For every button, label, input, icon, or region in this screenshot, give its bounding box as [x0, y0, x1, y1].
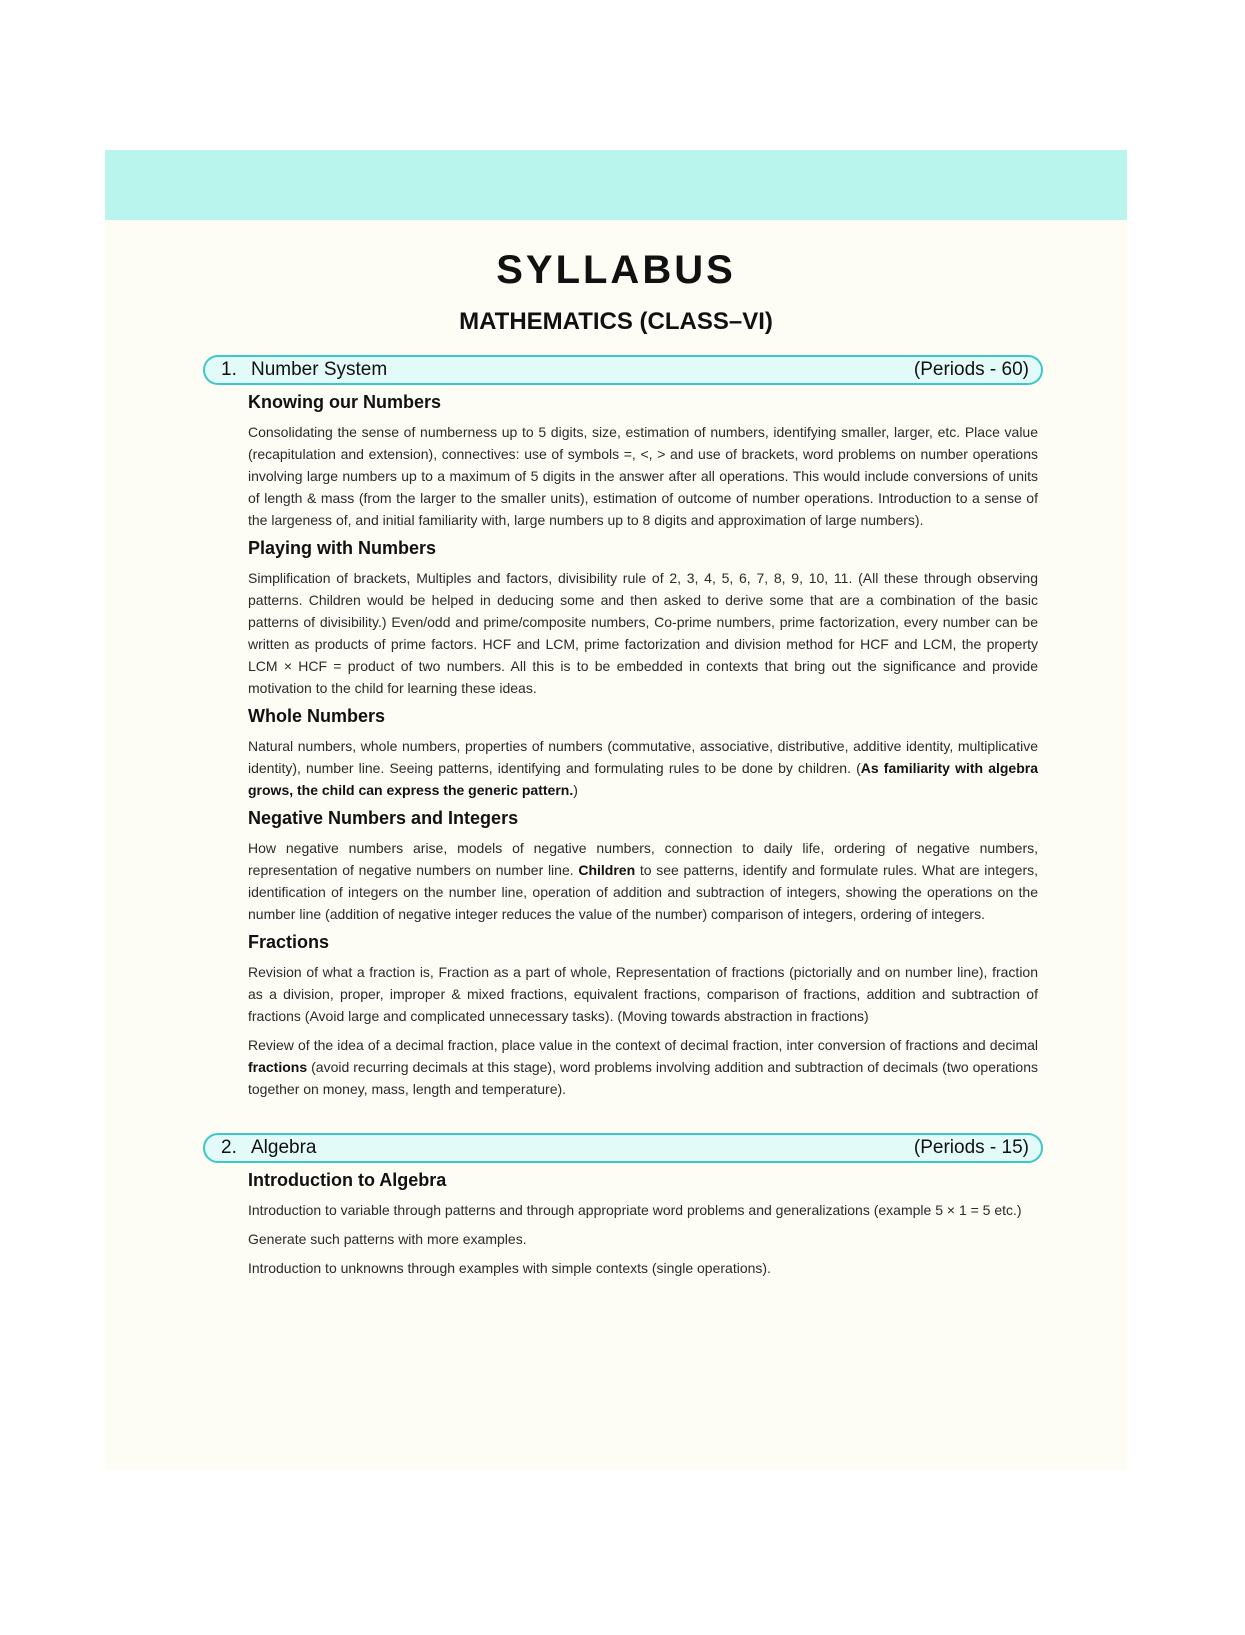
text-run: Review of the idea of a decimal fraction, place value in the context of decimal fraction, inter conversion of fractions and decimal	[248, 1037, 1038, 1053]
topic-paragraph: Consolidating the sense of numberness up to 5 digits, size, estimation of numbers, identifying smaller, larger, etc. Place value (recapitulation and extension), connectives: use of symbols =, <, > and use of brackets, word problems on number operations involving large numbers up to a maximum of 5 digits in the answer after all operations. This would include conversions of units of length & mass (from the larger to the smaller units), estimation of outcome of number operations. Introduction to a sense of the largeness of, and initial familiarity with, large numbers up to 8 digits and approximation of large numbers).	[248, 424, 1038, 528]
topic-heading: Fractions	[248, 932, 330, 952]
text-run: )	[573, 782, 578, 798]
topic-paragraph: Simplification of brackets, Multiples and factors, divisibility rule of 2, 3, 4, 5, 6, 7, 8, 9, 10, 11. (All these through observing patterns. Children would be helped in deducing some and then asked to derive some that are a combination of the basic patterns of divisibility.) Even/odd and prime/composite numbers, Co-prime numbers, prime factorization, every number can be written as products of prime factors. HCF and LCM, prime factorization and division method for HCF and LCM, the property LCM × HCF = product of two numbers. All this is to be embedded in contexts that bring out the significance and provide motivation to the child for learning these ideas.	[248, 570, 1038, 696]
section-number: 1.	[221, 359, 237, 380]
bold-text-run: Children	[578, 862, 636, 878]
topic-paragraph	[248, 735, 1038, 801]
topic-paragraph: Introduction to variable through patterns and through appropriate word problems and generalizations (example 5 × 1 = 5 etc.)	[248, 1202, 1022, 1218]
topic-paragraph: Revision of what a fraction is, Fraction as a part of whole, Representation of fractions (pictorially and on number line), fraction as a division, proper, improper & mixed fractions, equivalent fractions, comparison of fractions, addition and subtraction of fractions (Avoid large and complicated unnecessary tasks). (Moving towards abstraction in fractions)	[248, 964, 1038, 1024]
topic-heading: Playing with Numbers	[248, 538, 437, 558]
section-content-number-system	[248, 392, 1038, 1107]
topic-negative-numbers-and-integers	[248, 808, 1038, 925]
section-name: Number System	[251, 359, 388, 380]
section-periods: (Periods - 60)	[913, 359, 1029, 380]
topic-whole-numbers	[248, 706, 1038, 801]
topic-heading: Negative Numbers and Integers	[248, 808, 519, 828]
topic-paragraph	[248, 837, 1038, 925]
page-title: SYLLABUS	[496, 248, 736, 292]
section-number: 2.	[221, 1137, 237, 1158]
topic-paragraph	[248, 1034, 1038, 1100]
text-run: How negative numbers arise, models of negative numbers, connection to daily life, ordering of negative numbers, representation of negative numbers on number line.	[248, 840, 1038, 878]
section-content-algebra	[248, 1170, 1038, 1286]
topic-paragraph: Introduction to unknowns through examples with simple contexts (single operations).	[248, 1260, 771, 1276]
text-run: to see patterns, identify and formulate rules. What are integers, identification of integers on the number line, operation of addition and subtraction of integers, showing the operations on the number line (addition of negative integer reduces the value of the number) comparison of integers, ordering of integers.	[248, 862, 1038, 922]
topic-heading: Whole Numbers	[248, 706, 386, 726]
text-run: (avoid recurring decimals at this stage), word problems involving addition and subtraction of decimals (two operations together on money, mass, length and temperature).	[248, 1059, 1038, 1097]
topic-knowing-our-numbers	[248, 392, 1038, 531]
bold-text-run: As familiarity with algebra grows, the child can express the generic pattern.	[248, 760, 1038, 798]
section-periods: (Periods - 15)	[913, 1137, 1029, 1158]
bold-text-run: fractions	[248, 1059, 308, 1075]
text-run: Natural numbers, whole numbers, properties of numbers (commutative, associative, distributive, additive identity, multiplicative identity), number line. Seeing patterns, identifying and formulating rules to be done by children. (	[248, 738, 1038, 776]
page-panel	[105, 150, 1127, 1470]
topic-introduction-to-algebra	[248, 1170, 1038, 1279]
topic-heading: Introduction to Algebra	[248, 1170, 447, 1190]
topic-heading: Knowing our Numbers	[248, 392, 441, 412]
topic-playing-with-numbers	[248, 538, 1038, 699]
page-subtitle: MATHEMATICS (CLASS–VI)	[459, 308, 773, 335]
topic-fractions	[248, 932, 1038, 1100]
section-header-algebra	[203, 1133, 1043, 1163]
section-header-number-system	[203, 355, 1043, 385]
topic-paragraph: Generate such patterns with more examples.	[248, 1231, 527, 1247]
header-band	[105, 150, 1127, 220]
section-name: Algebra	[251, 1137, 317, 1158]
